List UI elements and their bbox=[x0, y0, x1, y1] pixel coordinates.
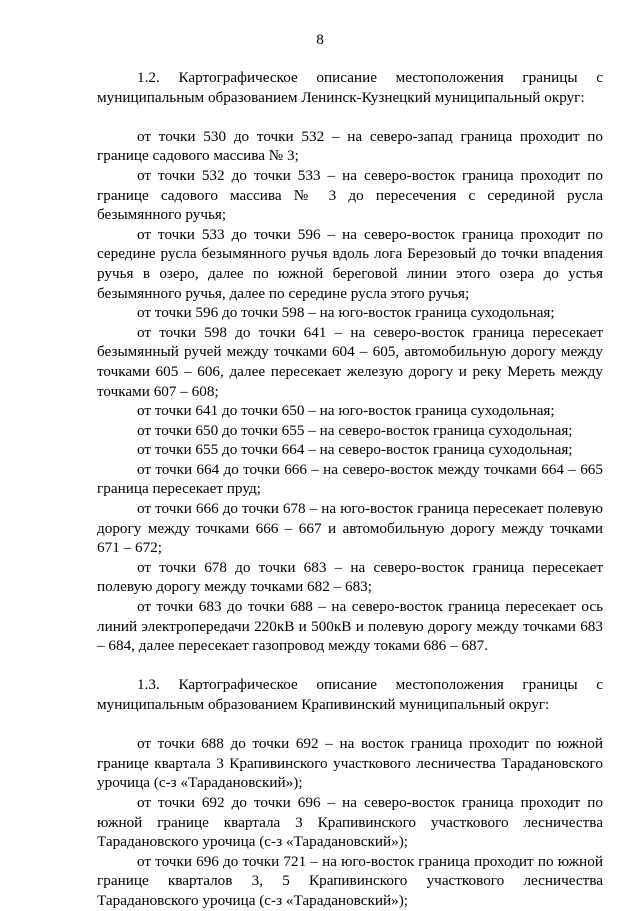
list-item: от точки 696 до точки 721 – на юго-восток граница проходит по южной границе кварталов 3, 5 Крапивинского участкового лесничества Тарадановского урочица (с-з «Тарадановский»); bbox=[97, 852, 603, 909]
list-item: от точки 598 до точки 641 – на северо-восток граница пересекает безымянный ручей между точками 604 – 605, автомобильную дорогу между точками 605 – 606, далее пересекает железую дорогу и реку Мереть между точками 607 – 608; bbox=[97, 323, 603, 400]
spacer bbox=[97, 107, 603, 127]
list-item: от точки 533 до точки 596 – на северо-восток граница проходит по середине русла безымянного ручья вдоль лога Березовый до точки впадения ручья в озеро, далее по южной береговой линии этого озера до устья безымянного ручья, далее по середине русла этого ручья; bbox=[97, 225, 603, 302]
list-item: от точки 678 до точки 683 – на северо-восток граница пересекает полевую дорогу между точками 682 – 683; bbox=[97, 558, 603, 596]
page-number: 8 bbox=[316, 31, 324, 48]
list-item: от точки 664 до точки 666 – на северо-восток между точками 664 – 665 граница пересекает пруд; bbox=[97, 460, 603, 498]
list-item: от точки 692 до точки 696 – на северо-восток граница проходит по южной границе квартала 3 Крапивинского участкового лесничества Тарадановского урочица (с-з «Тарадановский»); bbox=[97, 793, 603, 851]
document-body bbox=[97, 68, 603, 911]
list-item: от точки 641 до точки 650 – на юго-восток граница суходольная; bbox=[137, 402, 555, 420]
list-item: от точки 666 до точки 678 – на юго-восток граница пересекает полевую дорогу между точками 666 – 667 и автомобильную дорогу между точками 671 – 672; bbox=[97, 500, 603, 557]
list-item: от точки 596 до точки 598 – на юго-восток граница суходольная; bbox=[137, 304, 555, 322]
list-item: от точки 688 до точки 692 – на восток граница проходит по южной границе квартала 3 Крапивинского участкового лесничества Тарадановского урочица (с-з «Тарадановский»); bbox=[97, 735, 603, 792]
list-item: от точки 530 до точки 532 – на северо-запад граница проходит по границе садового массива № 3; bbox=[97, 127, 603, 165]
list-item: от точки 655 до точки 664 – на северо-восток граница суходольная; bbox=[137, 441, 573, 459]
list-item: от точки 532 до точки 533 – на северо-восток граница проходит по границе садового массива № 3 до пересечения с серединой русла безымянного ручья; bbox=[97, 166, 603, 224]
list-item: от точки 683 до точки 688 – на северо-восток граница пересекает ось линий электропередачи 220кВ и 500кВ и полевую дорогу между точками 683 – 684, далее пересекает газопровод между токами 686 – 687. bbox=[97, 598, 603, 655]
spacer bbox=[97, 715, 603, 735]
section-1-2-heading: 1.2. Картографическое описание местоположения границы с муниципальным образованием Ленинск-Кузнецкий муниципальный округ: bbox=[97, 69, 603, 106]
list-item: от точки 650 до точки 655 – на северо-восток граница суходольная; bbox=[137, 421, 573, 439]
spacer bbox=[97, 656, 603, 676]
section-1-3-heading: 1.3. Картографическое описание местоположения границы с муниципальным образованием Крапивинский муниципальный округ: bbox=[97, 676, 603, 713]
